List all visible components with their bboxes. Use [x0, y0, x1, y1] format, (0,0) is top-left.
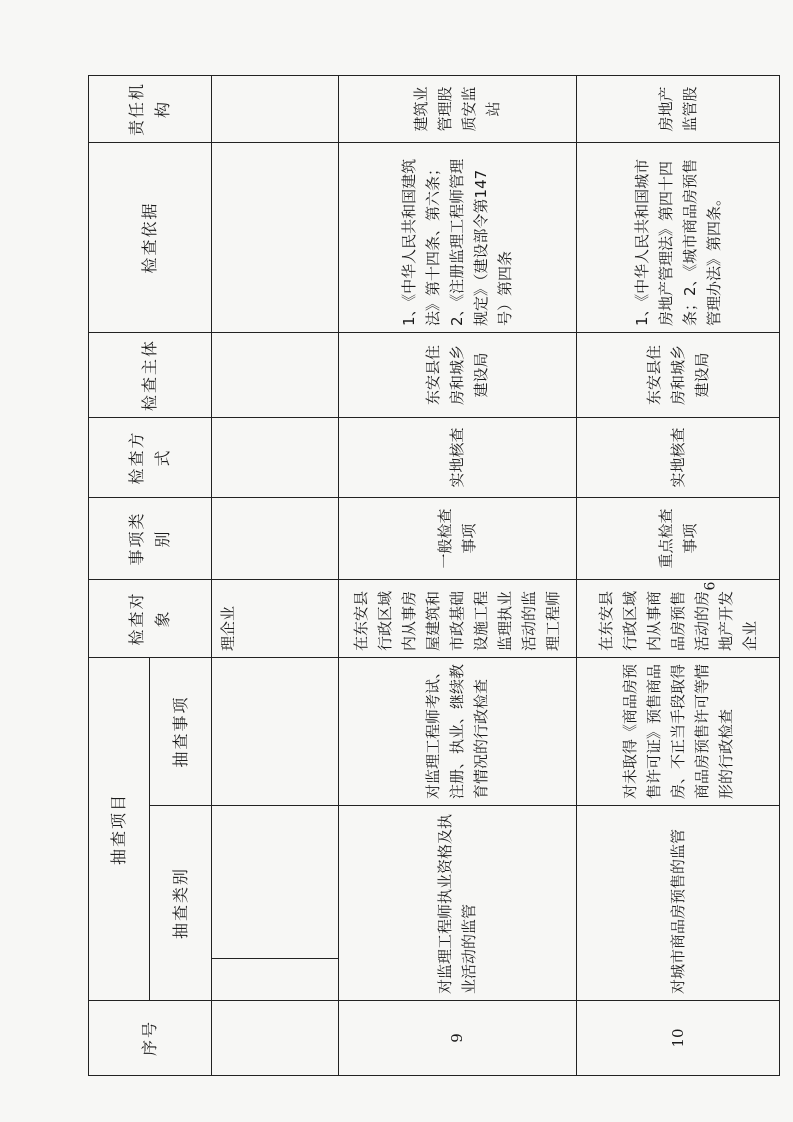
cell-basis: 1、《中华人民共和国城市房地产管理法》第四十四条；2、《城市商品房预售管理办法》第四条。: [576, 142, 779, 332]
header-basis: 检查依据: [89, 142, 212, 332]
cell-index: [211, 1001, 338, 1076]
header-category: 抽查类别: [150, 806, 211, 1001]
cell-category: 对监理工程师执业资格及执业活动的监管: [338, 806, 576, 1001]
cell-subject: 东安县住房和城乡建设局: [576, 332, 779, 417]
cell-target: 理企业: [211, 579, 338, 657]
header-subject: 检查主体: [89, 332, 212, 417]
cell-target: 在东安县行政区域内从事商品房预售活动的房地产开发企业: [576, 579, 779, 657]
cell-category: 对城市商品房预售的监管: [576, 806, 779, 1001]
cell-agency: 房地产监管股: [576, 75, 779, 142]
cell-matter: [211, 657, 338, 805]
inspection-table: [88, 75, 780, 1076]
header-target: 检查对象: [89, 579, 212, 657]
cell-basis: [211, 142, 338, 332]
cell-type: 一般检查事项: [338, 497, 576, 579]
cell-matter: 对监理工程师考试、注册、执业、继续教育情况的行政检查: [338, 657, 576, 805]
page-number: 6: [702, 581, 719, 591]
cell-subject: [211, 332, 338, 417]
cell-subject: 东安县住房和城乡建设局: [338, 332, 576, 417]
cell-agency: 建筑业管理股质安监站: [338, 75, 576, 142]
cell-method: 实地核查: [338, 417, 576, 497]
rotated-table-container: [88, 76, 780, 1076]
header-agency: 责任机构: [89, 75, 212, 142]
header-index: 序号: [89, 1001, 212, 1076]
cell-matter: 对未取得《商品房预售许可证》预售商品房、不正当手段取得商品房预售许可等情形的行政检查: [576, 657, 779, 805]
header-item: 抽查项目: [89, 657, 150, 1000]
cell-type: [211, 497, 338, 579]
cell-type: 重点检查事项: [576, 497, 779, 579]
table-row: [338, 75, 576, 1075]
cell-target: 在东安县行政区域内从事房屋建筑和市政基础设施工程监理执业活动的监理工程师: [338, 579, 576, 657]
cell-index: 10: [576, 1001, 779, 1076]
cell-agency: [211, 75, 338, 142]
cell-method: [211, 417, 338, 497]
header-type: 事项类别: [89, 497, 212, 579]
cell-category: [211, 806, 338, 959]
table-row: [211, 75, 338, 1075]
cell-category-left: [211, 959, 338, 1001]
header-matter: 抽查事项: [150, 657, 211, 805]
header-method: 检查方式: [89, 417, 212, 497]
table-row: [576, 75, 779, 1075]
cell-index: 9: [338, 1001, 576, 1076]
cell-basis: 1、《中华人民共和国建筑法》第十四条、第六条；2、《注册监理工程师管理规定》（建设部令第147号）第四条: [338, 142, 576, 332]
cell-method: 实地核查: [576, 417, 779, 497]
